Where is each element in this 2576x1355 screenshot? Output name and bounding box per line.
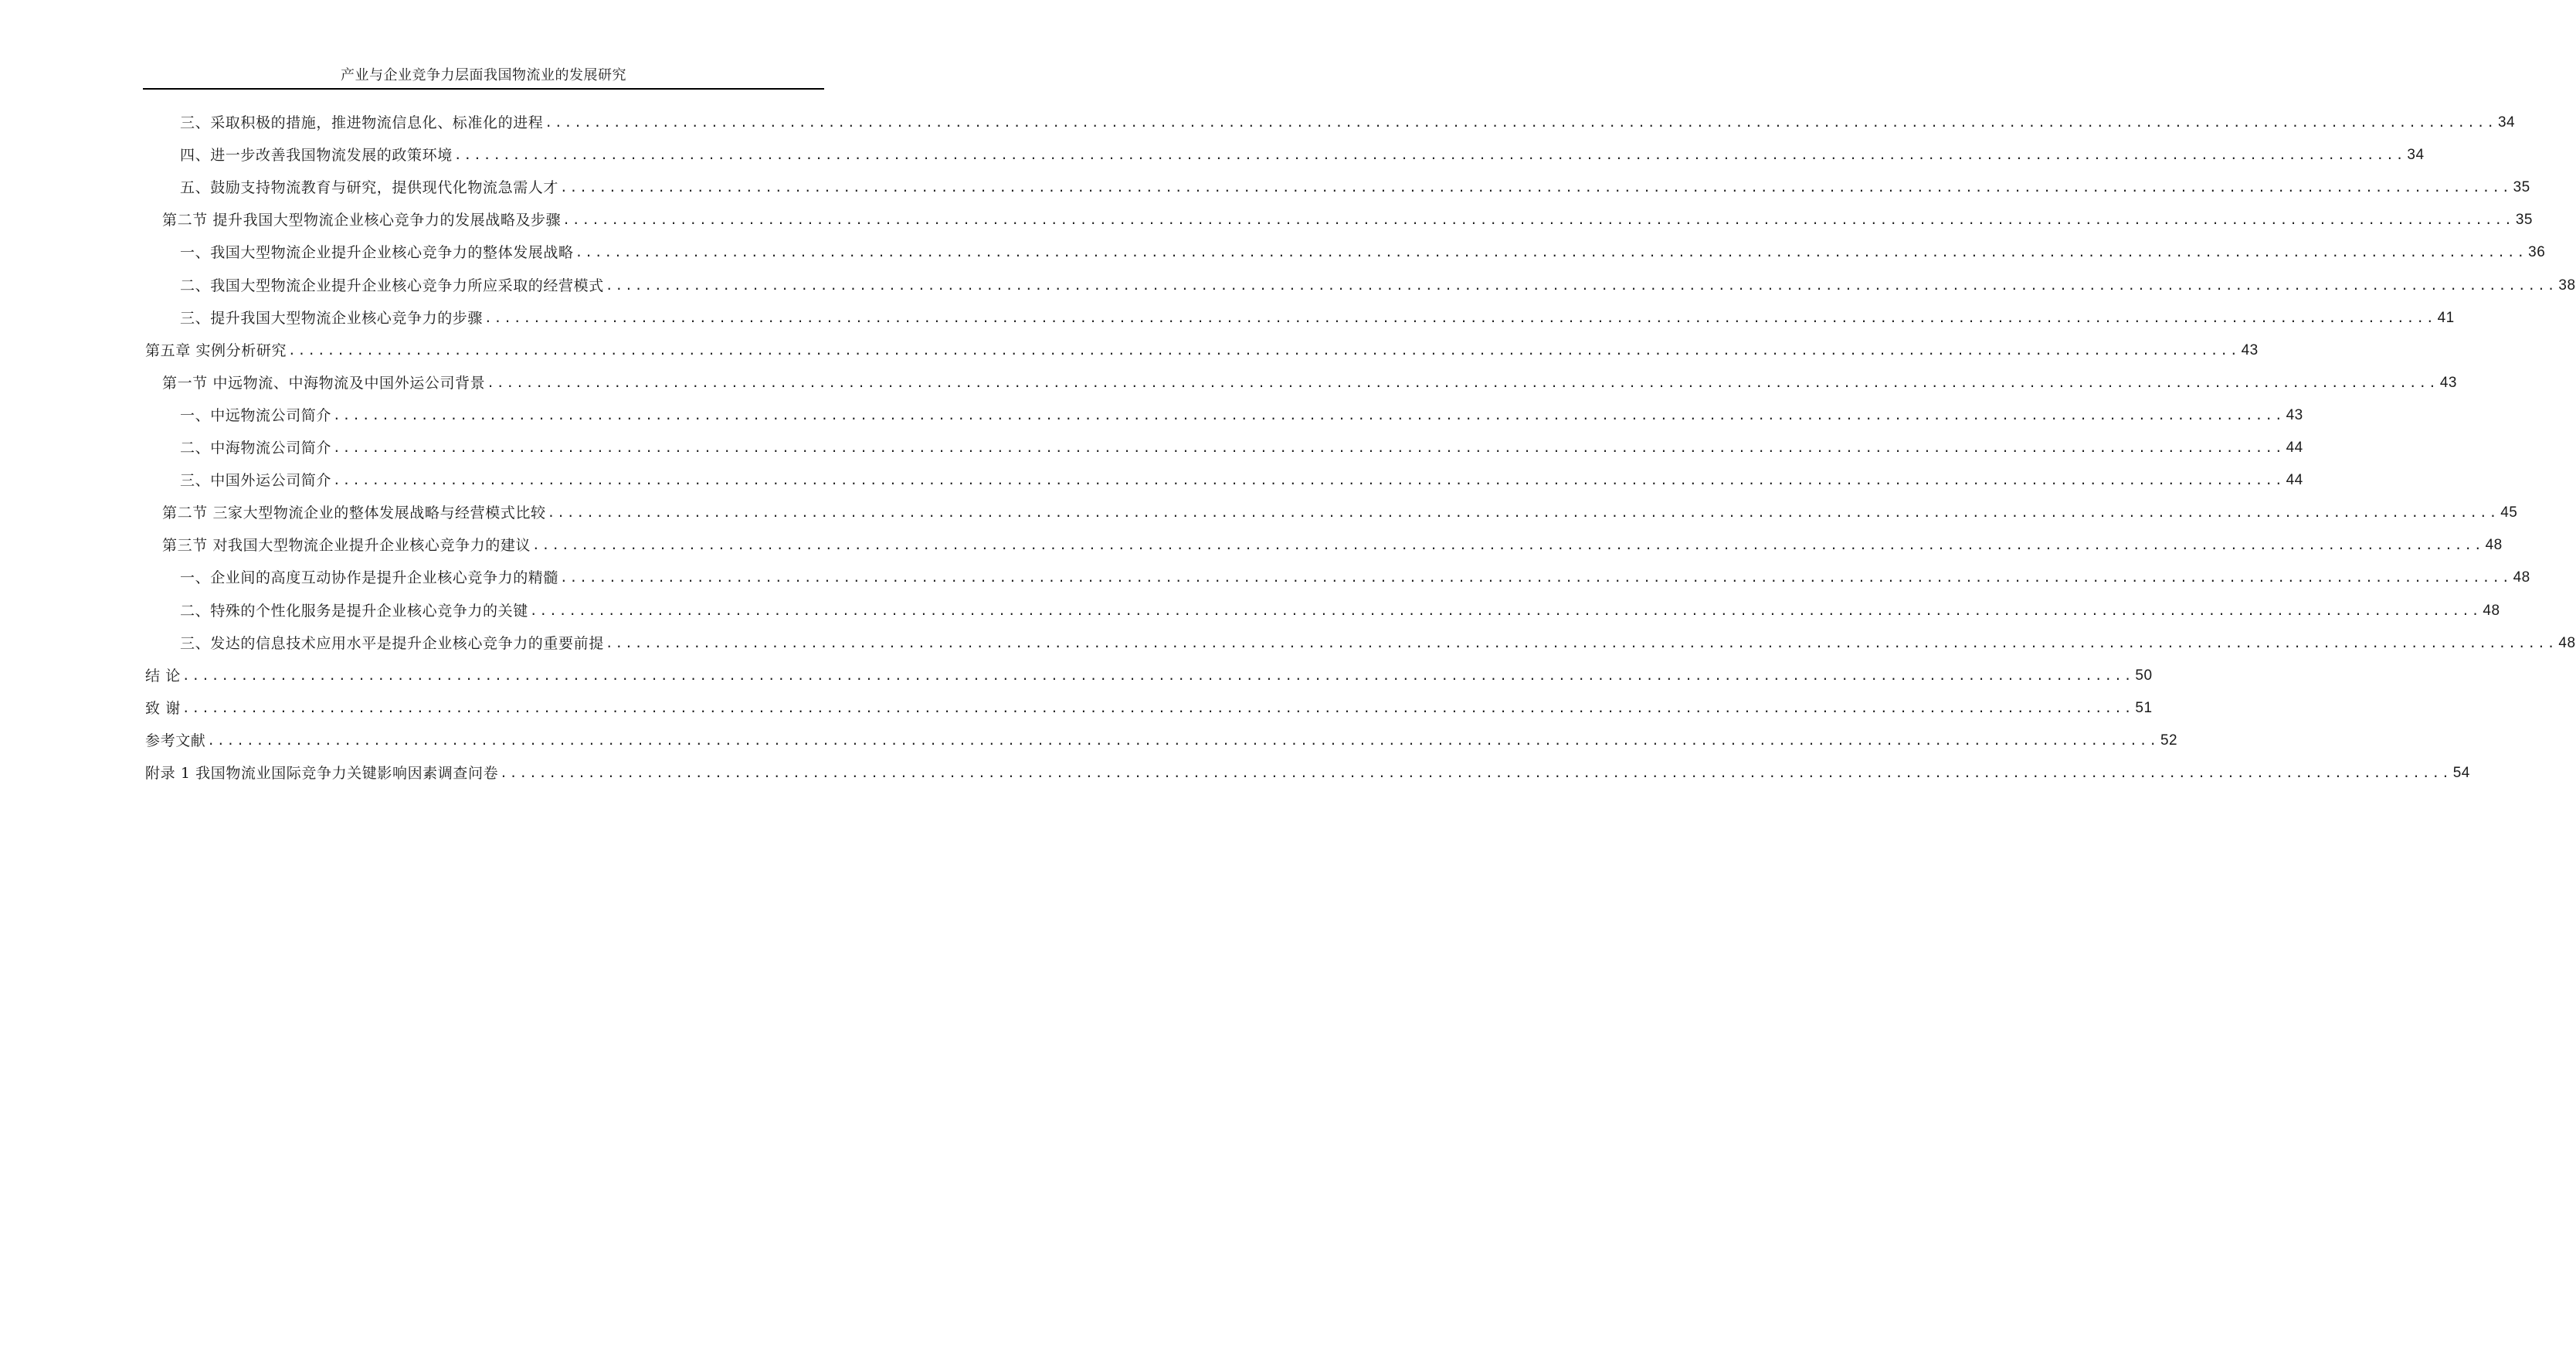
toc-entry-title: 结 论 <box>145 667 181 684</box>
toc-entry-title: 三、发达的信息技术应用水平是提升企业核心竞争力的重要前提 <box>180 635 604 652</box>
toc-dot-leader: ........................................................................................................................................................................................................ <box>560 180 2512 195</box>
toc-page-number: 48 <box>2483 603 2500 619</box>
toc-entry-chapter[interactable] <box>145 664 2153 686</box>
toc-entry-title: 第五章 实例分析研究 <box>145 342 287 359</box>
toc-dot-leader: ........................................................................................................................................................................................................ <box>487 375 2439 390</box>
toc-entry-chapter[interactable] <box>145 762 2470 783</box>
toc-page-number: 52 <box>2160 732 2178 749</box>
toc-page-number: 35 <box>2513 179 2530 195</box>
toc-page-number: 48 <box>2558 635 2576 651</box>
toc-entry-title: 三、提升我国大型物流企业核心竞争力的步骤 <box>180 310 484 327</box>
toc-page-number: 43 <box>2286 407 2303 423</box>
toc-entry-title: 参考文献 <box>145 732 206 749</box>
toc-page-number: 36 <box>2528 244 2546 260</box>
toc-page-number: 43 <box>2439 375 2457 391</box>
toc-entry-chapter[interactable] <box>145 697 2153 718</box>
toc-dot-leader: ........................................................................................................................................................................................................ <box>333 473 2285 487</box>
toc-dot-leader: ........................................................................................................................................................................................................ <box>453 148 2406 162</box>
toc-entry-item[interactable] <box>180 436 2303 458</box>
toc-page-number: 34 <box>2497 114 2516 131</box>
toc-entry-title: 五、鼓励支持物流教育与研究，提供现代化物流急需人才 <box>180 179 559 196</box>
toc-entry-title: 第三节 对我国大型物流企业提升企业核心竞争力的建议 <box>162 537 531 554</box>
toc-dot-leader: ........................................................................................................................................................................................................ <box>288 343 2240 358</box>
toc-dot-leader: ........................................................................................................................................................................................................ <box>182 668 2134 683</box>
toc-page-number: 44 <box>2286 472 2303 488</box>
toc-page-number: 41 <box>2437 310 2455 326</box>
toc-entry-item[interactable] <box>180 144 2425 165</box>
toc-entry-title: 三、采取积极的措施，推进物流信息化、标准化的进程 <box>180 114 544 131</box>
toc-page-number: 34 <box>2407 147 2425 163</box>
toc-page-number: 44 <box>2286 440 2303 456</box>
toc-entry-item[interactable] <box>180 599 2500 621</box>
toc-dot-leader: ........................................................................................................................................................................................................ <box>484 311 2436 325</box>
toc-dot-leader: ........................................................................................................................................................................................................ <box>333 408 2285 423</box>
toc-dot-leader: ........................................................................................................................................................................................................ <box>605 278 2557 293</box>
toc-entry-item[interactable] <box>180 176 2530 198</box>
toc-dot-leader: ........................................................................................................................................................................................................ <box>575 245 2527 260</box>
toc-dot-leader: ........................................................................................................................................................................................................ <box>182 701 2134 715</box>
toc-entry-item[interactable] <box>180 566 2530 588</box>
toc-page-number: 50 <box>2135 667 2153 684</box>
toc-entry-item[interactable] <box>180 404 2303 426</box>
toc-entry-section[interactable] <box>162 534 2503 555</box>
toc-dot-leader: ........................................................................................................................................................................................................ <box>529 603 2482 618</box>
toc-page-number: 48 <box>2485 537 2503 553</box>
toc-page-number: 54 <box>2452 765 2470 781</box>
toc-entry-title: 二、特殊的个性化服务是提升企业核心竞争力的关键 <box>180 603 528 620</box>
toc-entry-title: 一、中远物流公司简介 <box>180 407 332 424</box>
running-header: 产业与企业竞争力层面我国物流业的发展研究 <box>341 67 626 83</box>
toc-dot-leader: ........................................................................................................................................................................................................ <box>333 440 2285 455</box>
toc-entry-title: 致 谢 <box>145 700 181 717</box>
toc-entry-title: 一、企业间的高度互动协作是提升企业核心竞争力的精髓 <box>180 569 559 586</box>
toc-entry-title: 第二节 提升我国大型物流企业核心竞争力的发展战略及步骤 <box>162 212 562 229</box>
toc-dot-leader: ........................................................................................................................................................................................................ <box>605 636 2557 650</box>
toc-entry-title: 一、我国大型物流企业提升企业核心竞争力的整体发展战略 <box>180 244 574 261</box>
toc-dot-leader: ........................................................................................................................................................................................................ <box>547 505 2500 520</box>
toc-entry-item[interactable] <box>180 241 2546 263</box>
toc-page-number: 43 <box>2241 342 2259 358</box>
toc-entry-item[interactable] <box>180 307 2455 328</box>
toc-dot-leader: ........................................................................................................................................................................................................ <box>562 212 2514 227</box>
toc-dot-leader: ........................................................................................................................................................................................................ <box>500 766 2452 780</box>
toc-entry-chapter[interactable] <box>145 339 2259 361</box>
toc-entry-title: 二、我国大型物流企业提升企业核心竞争力所应采取的经营模式 <box>180 277 604 294</box>
header-rule <box>143 88 824 90</box>
toc-entry-item[interactable] <box>180 274 2576 296</box>
toc-entry-item[interactable] <box>180 632 2576 654</box>
toc-page-number: 51 <box>2135 700 2153 716</box>
toc-page-number: 38 <box>2558 277 2576 294</box>
toc-entry-section[interactable] <box>162 209 2533 230</box>
toc-entry-title: 二、中海物流公司简介 <box>180 440 332 457</box>
toc-entry-title: 附录 1 我国物流业国际竞争力关键影响因素调查问卷 <box>145 765 499 782</box>
toc-page-number: 48 <box>2513 569 2530 586</box>
toc-entry-title: 三、中国外运公司简介 <box>180 472 332 489</box>
toc-entry-section[interactable] <box>162 501 2518 523</box>
toc-dot-leader: ........................................................................................................................................................................................................ <box>207 733 2159 748</box>
toc-page-number: 35 <box>2515 212 2533 228</box>
toc-entry-item[interactable] <box>180 469 2303 491</box>
toc-entry-title: 四、进一步改善我国物流发展的政策环境 <box>180 147 453 164</box>
toc-dot-leader: ........................................................................................................................................................................................................ <box>560 570 2512 585</box>
toc-entry-title: 第一节 中远物流、中海物流及中国外运公司背景 <box>162 375 486 392</box>
toc-entry-chapter[interactable] <box>145 729 2178 751</box>
toc-entry-item[interactable] <box>180 111 2516 133</box>
toc-dot-leader: ........................................................................................................................................................................................................ <box>532 538 2484 552</box>
toc-entry-title: 第二节 三家大型物流企业的整体发展战略与经营模式比较 <box>162 504 546 521</box>
toc-entry-section[interactable] <box>162 372 2457 393</box>
toc-dot-leader: ........................................................................................................................................................................................................ <box>545 115 2496 130</box>
toc-page-number: 45 <box>2500 504 2518 521</box>
